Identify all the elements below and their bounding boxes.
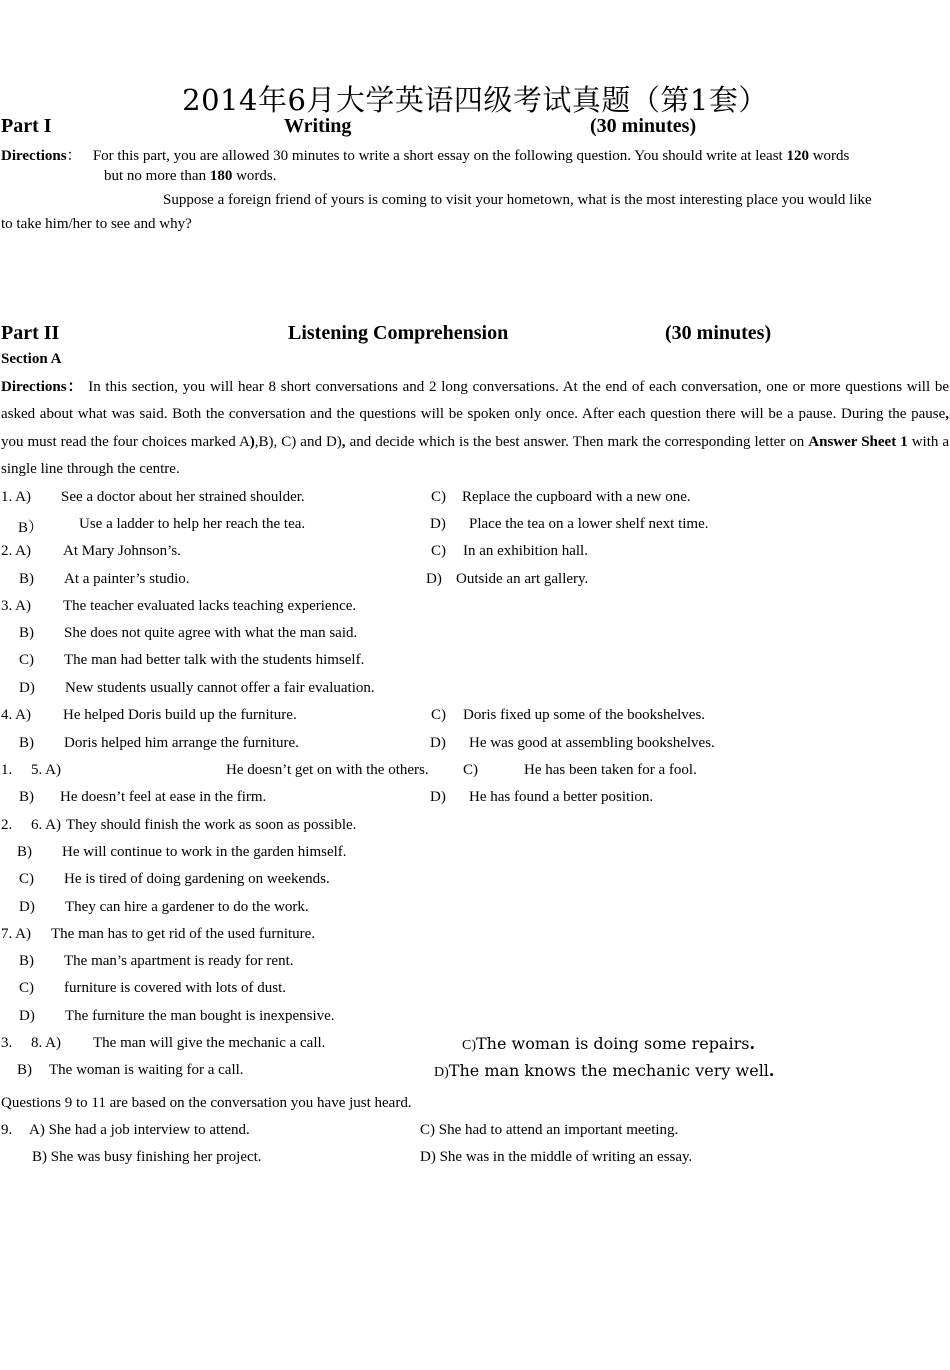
q4-label-b: B) [19,735,34,751]
directions-paren: ) [249,433,255,450]
section-a-label: Section A [1,351,62,367]
q6-option-a: They should finish the work as soon as possible. [66,817,357,833]
q7-label-b: B) [19,953,34,969]
directions-colon: ： [66,379,84,395]
q1-option-c: Replace the cupboard with a new one. [462,489,691,505]
q7-label-d: D) [19,1008,35,1024]
q6-label-c: C) [19,871,34,887]
q5-option-a: He doesn’t get on with the others. [226,762,429,778]
q2-option-a: At Mary Johnson’s. [63,543,181,559]
q3-option-b: She does not quite agree with what the man said. [64,625,358,641]
directions-comma: , [341,433,346,450]
q7-label-c: C) [19,980,34,996]
q9-option-a: A) She had a job interview to attend. [29,1122,250,1138]
q9-option-b: B) She was busy finishing her project. [32,1149,262,1165]
q6-option-d: They can hire a gardener to do the work. [65,899,309,915]
q4-label-d: D) [430,735,446,751]
directions-comma: , [945,406,949,423]
q9-number: 9. [1,1122,13,1138]
directions-text: words. [236,168,277,184]
q8-label-b: B) [17,1062,32,1078]
part1-name: Writing [284,115,352,137]
q1-label-c: C) [431,489,446,505]
q3-label-c: C) [19,652,34,668]
q8-option-b: The woman is waiting for a call. [49,1062,244,1078]
part1-label: Part I [1,115,52,137]
q3-option-c: The man had better talk with the students himself. [64,652,365,668]
essay-prompt-line2: to take him/her to see and why? [1,216,192,232]
q8-option-d: The man knows the mechanic very well [448,1061,769,1080]
q3-option-a: The teacher evaluated lacks teaching experience. [63,598,357,614]
essay-prompt-line1: Suppose a foreign friend of yours is coming to visit your hometown, what is the most interesting place you would like [163,192,872,208]
q9-option-d: D) She was in the middle of writing an essay. [420,1149,693,1165]
q6-option-b: He will continue to work in the garden himself. [62,844,347,860]
long-conversation-intro: Questions 9 to 11 are based on the conversation you have just heard. [1,1095,412,1111]
q5-number: 5. A) [31,762,61,778]
max-words: 180 [209,168,233,184]
q4-option-c: Doris fixed up some of the bookshelves. [463,707,706,723]
q6-option-c: He is tired of doing gardening on weekends. [64,871,330,887]
q2-label-b: B) [19,571,34,587]
q8-list-marker: 3. [1,1035,13,1051]
directions-colon: ： [66,148,82,164]
directions-text: words [812,148,850,164]
q1-option-d: Place the tea on a lower shelf next time. [469,516,709,532]
q5-label-d: D) [430,789,446,805]
page-title: 2014年6月大学英语四级考试真题（第1套） [182,83,768,117]
q8-option-d-line [434,1061,775,1081]
q2-label-d: D) [426,571,442,587]
q2-option-b: At a painter’s studio. [64,571,190,587]
q5-option-d: He has found a better position. [469,789,654,805]
directions-text: and decide which is the best answer. Then mark the corresponding letter on [349,433,805,450]
q5-option-b: He doesn’t feel at ease in the firm. [60,789,267,805]
q7-option-d: The furniture the man bought is inexpensive. [65,1008,335,1024]
q1-option-a: See a doctor about her strained shoulder. [61,489,305,505]
directions-label: Directions [1,379,67,395]
q7-option-c: furniture is covered with lots of dust. [64,980,287,996]
q8-option-c-line [462,1034,755,1054]
q6-label-d: D) [19,899,35,915]
q9-option-c: C) She had to attend an important meeting. [420,1122,679,1138]
q2-option-c: In an exhibition hall. [463,543,588,559]
q4-label-c: C) [431,707,446,723]
directions-text: In this section, you will hear 8 short conversations and 2 long conversations. At the end of each conversation, one or more questions will be asked about what was said. Both the conversation and the questions will be spoken only once. After each question there will be a pause. During the pause [1,379,950,423]
q1-label-d: D) [430,516,446,532]
q8-option-a: The man will give the mechanic a call. [93,1035,326,1051]
q4-option-d: He was good at assembling bookshelves. [469,735,715,751]
part2-directions [1,374,949,484]
q7-option-b: The man’s apartment is ready for rent. [64,953,294,969]
q2-label-c: C) [431,543,446,559]
q3-number: 3. A) [1,598,31,614]
q5-list-marker: 1. [1,762,13,778]
q6-list-marker: 2. [1,817,13,833]
part2-name: Listening Comprehension [288,322,509,344]
q3-option-d: New students usually cannot offer a fair evaluation. [65,680,375,696]
q6-number: 6. A) [31,817,61,833]
min-words: 120 [786,148,809,164]
directions-text: you must read the four choices marked A [1,433,250,450]
part2-label: Part II [1,322,60,344]
q6-label-b: B) [17,844,32,860]
directions-label: Directions [1,148,67,164]
directions-text: with a single line through the centre. [1,433,950,478]
q8-number: 8. A) [31,1035,61,1051]
part1-directions-line2 [104,168,277,185]
directions-text: ,B), C) and D) [254,433,342,450]
part1-time: (30 minutes) [590,115,697,137]
q1-label-b: B） [18,520,44,536]
q1-number: 1. A) [1,489,31,505]
q8-label-c: C) [462,1038,476,1053]
q5-label-b: B) [19,789,34,805]
part2-time: (30 minutes) [665,322,772,344]
q7-number: 7. A) [1,926,31,942]
q7-option-a: The man has to get rid of the used furniture. [51,926,316,942]
part1-directions-line1 [1,144,849,165]
directions-text: but no more than [104,168,207,184]
q4-option-a: He helped Doris build up the furniture. [63,707,297,723]
q5-option-c: He has been taken for a fool. [524,762,697,778]
q5-label-c: C) [463,762,478,778]
q3-label-b: B) [19,625,34,641]
q2-option-d: Outside an art gallery. [456,571,589,587]
answer-sheet-ref: Answer Sheet 1 [808,433,908,450]
directions-text: For this part, you are allowed 30 minutes to write a short essay on the following question. You should write at least [92,148,783,164]
q4-number: 4. A) [1,707,31,723]
q8-label-d: D) [434,1065,449,1080]
q2-number: 2. A) [1,543,31,559]
q8-option-c: The woman is doing some repairs [476,1034,750,1053]
q8-option-d-period: . [768,1061,775,1080]
q3-label-d: D) [19,680,35,696]
q1-option-b: Use a ladder to help her reach the tea. [79,516,306,532]
q4-option-b: Doris helped him arrange the furniture. [64,735,299,751]
q8-option-c-period: . [749,1034,756,1053]
